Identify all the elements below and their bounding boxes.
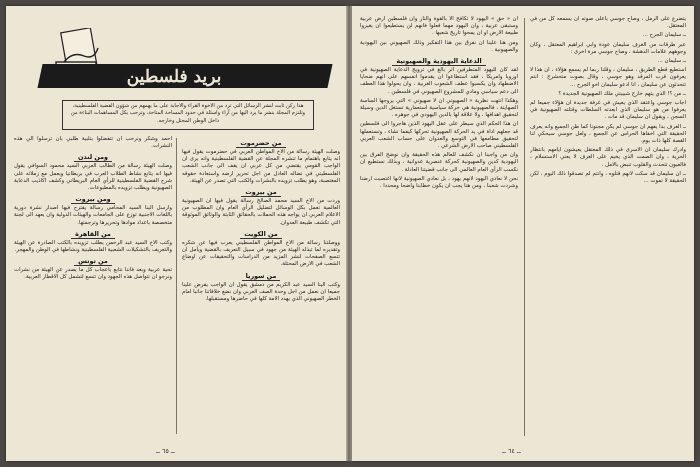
letter-heading-text: من بيروت xyxy=(241,188,280,197)
page-number: ــ ٦٤ ــ xyxy=(502,447,521,455)
paragraph: تحية عربية وبعد فاننا نتابع باعجاب كل ما يصدر عن الهيئة من نشرات ونرجو ان تتواصل هذه الجهود وان تتسع لتشمل كل الاقطار العربية. xyxy=(14,267,172,281)
paragraph: وردت من الاخ السيد محمد الصالح رسالة يقول فيها ان الصهيونية العالمية تعمل بكل الوسائل لتضليل الرأي العام وان المطلوب من الاعلام العربي ان يواجه هذه الحملات بالحقائق الثابتة والوثائق الموثوقة التي تكشف طبيعة العدوان. xyxy=(182,198,340,226)
paragraph: ــ من ؟! الذي يتهم خارج شبيبتي ملك الصهيونية الجديدة ؟ xyxy=(558,90,686,97)
letter-heading-text: الدعاية اليهودية والصهيونية xyxy=(392,57,485,66)
letter-heading xyxy=(14,257,172,265)
letter-heading-text: من القاهرة xyxy=(71,230,115,239)
letter-heading xyxy=(14,195,172,203)
paragraph: ومن هنا علينا ان نفرق بين هذا التفكير وذلك الصهيوني بين اليهودية والصهيونية . xyxy=(360,39,518,53)
letter-heading xyxy=(14,230,172,238)
right-page-right-column xyxy=(530,16,686,436)
paragraph: استطيع قطع الطريق ، سليمان ، وقلنا ربما لم يسمع هؤلاء ، ان هذا لا يعرفون قرب المرقد وهو جوسي ، وقال بصوت متحشرج : انتم تتحدثون عن سليمان ، انا ادعو سليمان اخو الجرح ... xyxy=(530,67,686,88)
paragraph: يتضرع على الرمل ، وصاح جوسي باعلى صوته ان يسمعه كل من في المعتقل. xyxy=(530,16,686,30)
letter-heading xyxy=(14,153,172,161)
letter-heading xyxy=(360,57,518,65)
paragraph: ــ سليمان ... xyxy=(657,58,686,65)
letter-heading-text: من تونس xyxy=(74,257,112,266)
paragraph: احمد وشكر ونرحب ان تتفضلوا بتلبية طلبي بان ترسلوا الي هذه النشرات. xyxy=(14,136,172,150)
masthead-title: بريد فلسطين xyxy=(126,67,222,87)
letter-heading xyxy=(182,139,340,147)
letter-heading-text: من حضرموت xyxy=(236,139,285,148)
paragraph: اجاب جوسي واعتقد الذي يعيش في غرفة جديدة ان هؤلاء جميعا لم يعرفوا من هو سليمان الذي ابعدته السلطات وقتلته الصهيونية في السجن ، ويقول ان سليمان قد مات . xyxy=(530,100,686,121)
paragraph: وصلت الهيئة رسالة من الاخ المواطن العربي في حضرموت يقول فيها انه يتابع باهتمام ما تنشره المجلة عن القضية الفلسطينية وانه يرى ان الواجب القومي يقتضي من كل عربي ان يقف الى جانب الشعب الفلسطيني في نضاله العادل من اجل تحرير ارضه واستعادة حقوقه المغتصبة، وهو يطلب تزويده بالنشرات والكتب التي تصدر عن الهيئة. xyxy=(182,149,340,184)
letter-heading-text: من سوريا xyxy=(242,272,281,281)
left-page-left-column xyxy=(14,136,172,436)
paragraph: عبر طرقات من الغرف سليمان عودة وابي ابراهيم المعتقل ، وكان وجوههم علامات الدهشة ، وصاح جوسي مرة اخرى : xyxy=(530,41,686,55)
left-page-right-column xyxy=(182,136,340,436)
intro-box: هذا ركن ثابت لنشر الرسائل التي ترد من الاخوة القراء والاجابة على ما يهمهم من شؤون القضية الفلسطينية، وتلتزم المجلة بنشر ما يرد اليها من آراء واسئلة في حدود المساحة المتاحة، وترحب بكل المساهمات البناءة من داخل الوطن المحتل وخارجه. xyxy=(62,100,314,130)
paragraph: وصلت الهيئة رسالة من الطالب العربي السيد محمود السوافي يقول فيها انه يتابع نشاط الطلاب العرب في بريطانيا ويعمل مع زملائه على شرح القضية الفلسطينية للرأي العام البريطاني وكشف اكاذيب الدعاية الصهيونية ويطلب تزويده بالمطبوعات. xyxy=(14,163,172,192)
letter-heading xyxy=(182,230,340,238)
paragraph: وارسل الينا السيد المحامي رسالة يقترح فيها اصدار نشرة دورية باللغات الاجنبية توزع على الجامعات والهيئات الدولية وان يعهد الى لجنة متخصصة باعداد موادها وتحريرها وترجمتها. xyxy=(14,205,172,226)
paragraph: وهكذا انتهت نظرية « الصهيوني ان لا صهيوني » التي يروجها الساسة الصهاينة ، فالصهيونية هي حركة سياسية استعمارية تستغل الدين وسيلة لتحقيق اهدافها ، ولا علاقة لها بالدين اليهودي في جوهره . xyxy=(360,97,518,119)
page-number: ــ ٦٥ ــ xyxy=(156,447,175,455)
letter-heading-text: من الكويت xyxy=(240,230,281,239)
right-page-left-column xyxy=(360,16,518,436)
paragraph: نحن لا نعادي اليهود لانهم يهود ، بل نعادي الصهيونية لانها اغتصبت ارضنا وشردت شعبنا ، ومن هنا يجب ان يكون خطابنا واضحا ومحددا . xyxy=(360,175,518,190)
paragraph: ان هذا الحكم الذي سيطر على عقل اليهود الذين هاجروا الى فلسطين قد جعلهم اداة في يد الحركة الصهيونية تحركها كيفما تشاء ، وتستعملها لتحقيق مطامعها في التوسع والعدوان على حساب الشعب العربي الفلسطيني صاحب الارض الشرعي . xyxy=(360,121,518,150)
letter-heading xyxy=(182,272,340,280)
paragraph: وكتب الاخ السيد عبد الرحمن يطلب تزويده بالكتب الصادرة عن الهيئة والتعريف بالتشكيلات الشعبية الفلسطينية ونشاطها في الوطن والمهجر. xyxy=(14,239,172,254)
letter-heading xyxy=(182,188,340,196)
column-divider xyxy=(524,18,525,436)
right-page xyxy=(352,6,694,461)
paragraph: ووصلتنا رسالة من الاخ المواطن الفلسطيني يعرب فيها عن شكره وتقديره لما تبذله الهيئة من جهود في سبيل التعريف بالقضية ويأمل ان تتسع الصفحات لنشر المزيد من الدراسات والتحقيقات عن اوضاع الشعب في الارض المحتلة. xyxy=(182,239,340,268)
paragraph: وان من واجبنا ان نكشف للعالم هذه الحقيقة وان نوضح الفرق بين اليهودية كدين والصهيونية كحركة عنصرية عدوانية ، وبذلك نستطيع ان نكسب الرأي العام العالمي الى جانب قضيتنا العادلة . xyxy=(360,152,518,173)
column-divider xyxy=(176,138,177,434)
left-page xyxy=(6,6,346,461)
paragraph: وكتب الينا السيد عبد الكريم من دمشق يقول ان الواجب يفرض علينا جميعا ان نعمل من اجل وحدة الصف العربي وان نضع خلافاتنا جانبا امام الخطر الصهيوني الذي يهدد الامة كلها في حاضرها ومستقبلها. xyxy=(182,281,340,303)
paragraph: ان « حق » اليهود لا تكافح الا بالقوة والنار وان فلسطين ارض عربية وستبقى عربية ، وان اليهود مهما فعلوا فانهم لن يستطيعوا ان يغيروا طبيعة الارض او ان يمحوا تاريخ شعبها . xyxy=(360,16,518,37)
paragraph: وادرك سليمان ان الاسرى في ذلك المعتقل يعيشون ايامهم بانتظار الحرية ، وان الصمت الذي يخيم على الغرف لا يعني الاستسلام ، فالعيون تتحدث والقلوب تنبض بالامل . xyxy=(530,147,686,168)
paragraph: ــ سليمان الجرح ... xyxy=(642,32,686,39)
paragraph: ــ ان سليمان قد سكت لانهم قتلوه ، وانتم لم تصدقوا ذلك اليوم ، لكن الحقيقة لا تموت ... xyxy=(530,170,686,185)
letter-heading-text: ومن لندن xyxy=(74,153,112,162)
paragraph: ــ الغرف بدا يفهم ان جوسي لم يكن مجنونا كما ظن الجميع وانه يعرف الحقيقة التي اخفاها الحراس عن الجميع ، ولعل جوسي سيحكي لنا القصة كلها ذات يوم. xyxy=(530,123,686,145)
letter-heading-text: ومن بيروت xyxy=(71,195,114,204)
paragraph: لقد كان لليهود المتطرفين اثر بالغ في ترويج الدعاية الصهيونية في اوروبا وامريكا ، فقد استطاعوا ان يقدموا انفسهم على انهم ضحايا الاضطهاد وان يكسبوا عطف الشعوب الغربية ، وان يحولوا هذا العطف الى دعم سياسي ومادي للمشروع الصهيوني في فلسطين . xyxy=(360,67,518,95)
